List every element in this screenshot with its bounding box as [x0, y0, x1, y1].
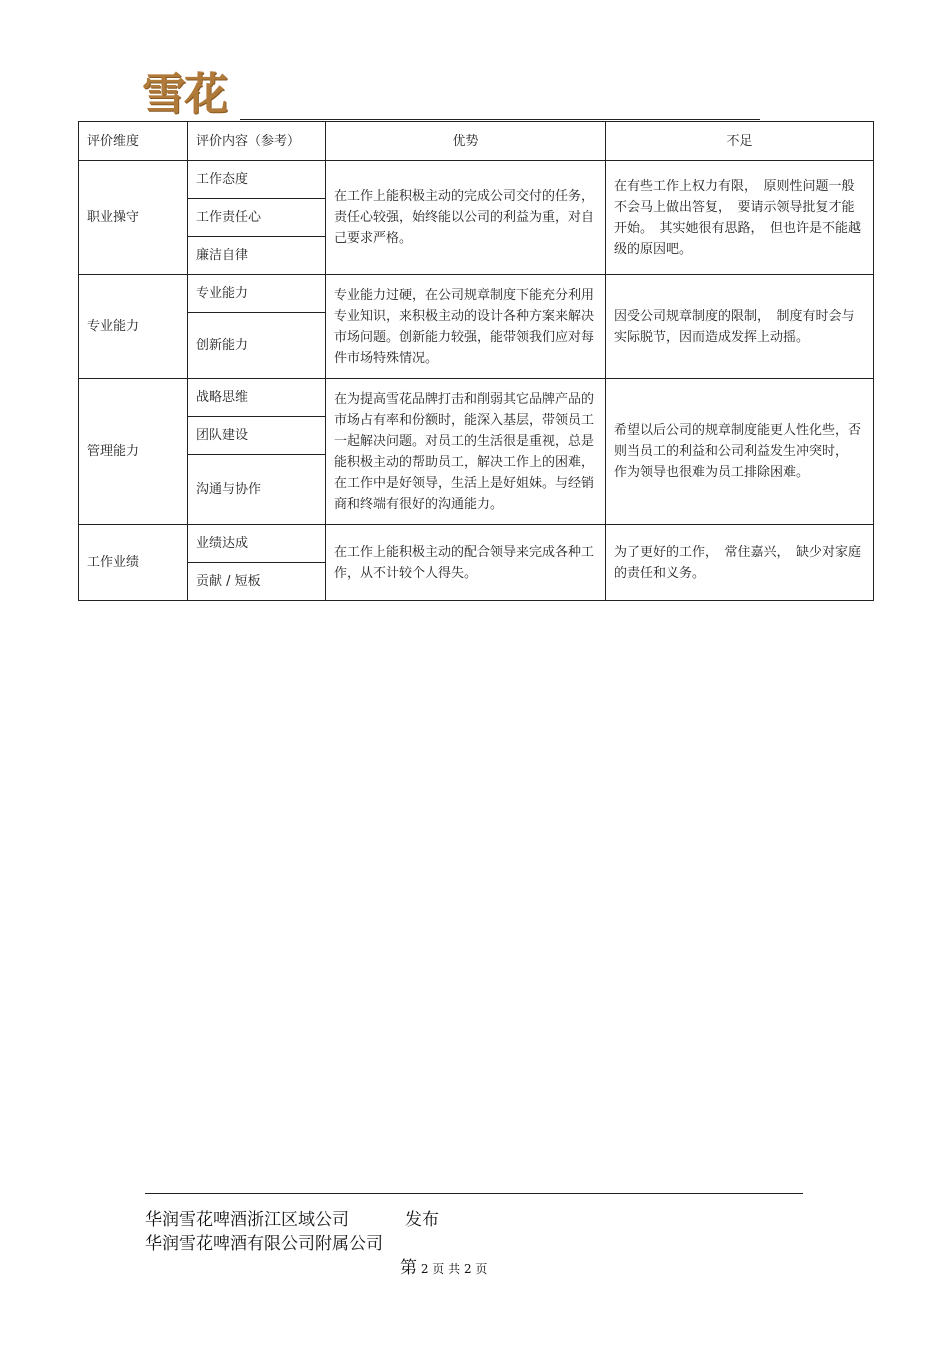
- footer-parent-company: 华润雪花啤酒有限公司附属公司: [145, 1234, 383, 1254]
- strength-cell: 在工作上能积极主动的完成公司交付的任务，责任心较强，始终能以公司的利益为重，对自己要求严格。: [326, 161, 606, 275]
- company-logo: [142, 70, 242, 120]
- item-cell: 创新能力: [188, 313, 326, 379]
- dimension-cell: 专业能力: [79, 275, 188, 379]
- weakness-cell: 希望以后公司的规章制度能更人性化些，否则当员工的利益和公司利益发生冲突时， 作为领导也很难为员工排除困难。: [606, 379, 874, 525]
- page-current: 2: [420, 1262, 429, 1276]
- header-content: 评价内容（参考）: [188, 122, 326, 161]
- header-rule: [240, 119, 760, 120]
- header-dimension: 评价维度: [79, 122, 188, 161]
- weakness-cell: 在有些工作上权力有限， 原则性问题一般不会马上做出答复， 要请示领导批复才能开始。 其实她很有思路， 但也许是不能越级的原因吧。: [606, 161, 874, 275]
- page-number: [400, 1253, 487, 1278]
- item-cell: 沟通与协作: [188, 455, 326, 525]
- page-prefix: 第: [400, 1258, 417, 1278]
- dimension-cell: 工作业绩: [79, 525, 188, 601]
- page-suffix: 页: [475, 1262, 488, 1276]
- item-cell: 工作责任心: [188, 199, 326, 237]
- weakness-cell: 为了更好的工作， 常住嘉兴， 缺少对家庭的责任和义务。: [606, 525, 874, 601]
- footer-rule: [145, 1193, 803, 1194]
- page-mid: 页 共: [432, 1262, 461, 1276]
- item-cell: 贡献 / 短板: [188, 563, 326, 601]
- item-cell: 团队建设: [188, 417, 326, 455]
- dimension-cell: 管理能力: [79, 379, 188, 525]
- strength-cell: 在工作上能积极主动的配合领导来完成各种工作，从不计较个人得失。: [326, 525, 606, 601]
- logo-text: 雪花: [142, 69, 226, 120]
- footer-publish: 发布: [405, 1210, 439, 1230]
- header-weakness: 不足: [606, 122, 874, 161]
- footer-company: 华润雪花啤酒浙江区域公司: [145, 1210, 349, 1230]
- table-row: [79, 161, 874, 199]
- table-row: [79, 379, 874, 417]
- item-cell: 业绩达成: [188, 525, 326, 563]
- dimension-cell: 职业操守: [79, 161, 188, 275]
- item-cell: 廉洁自律: [188, 237, 326, 275]
- footer-company-line: [145, 1205, 439, 1230]
- item-cell: 工作态度: [188, 161, 326, 199]
- table-row: [79, 275, 874, 313]
- item-cell: 战略思维: [188, 379, 326, 417]
- weakness-cell: 因受公司规章制度的限制， 制度有时会与实际脱节，因而造成发挥上动摇。: [606, 275, 874, 379]
- page-total: 2: [463, 1262, 472, 1276]
- strength-cell: 在为提高雪花品牌打击和削弱其它品牌产品的市场占有率和份额时，能深入基层，带领员工一起解决问题。对员工的生活很是重视，总是能积极主动的帮助员工，解决工作上的困难，在工作中是好领导，生活上是好姐妹。与经销商和终端有很好的沟通能力。: [326, 379, 606, 525]
- item-cell: 专业能力: [188, 275, 326, 313]
- header-strength: 优势: [326, 122, 606, 161]
- table-header-row: [79, 122, 874, 161]
- strength-cell: 专业能力过硬，在公司规章制度下能充分利用专业知识，来积极主动的设计各种方案来解决市场问题。创新能力较强，能带领我们应对每件市场特殊情况。: [326, 275, 606, 379]
- table-row: [79, 525, 874, 563]
- evaluation-table: [78, 121, 874, 601]
